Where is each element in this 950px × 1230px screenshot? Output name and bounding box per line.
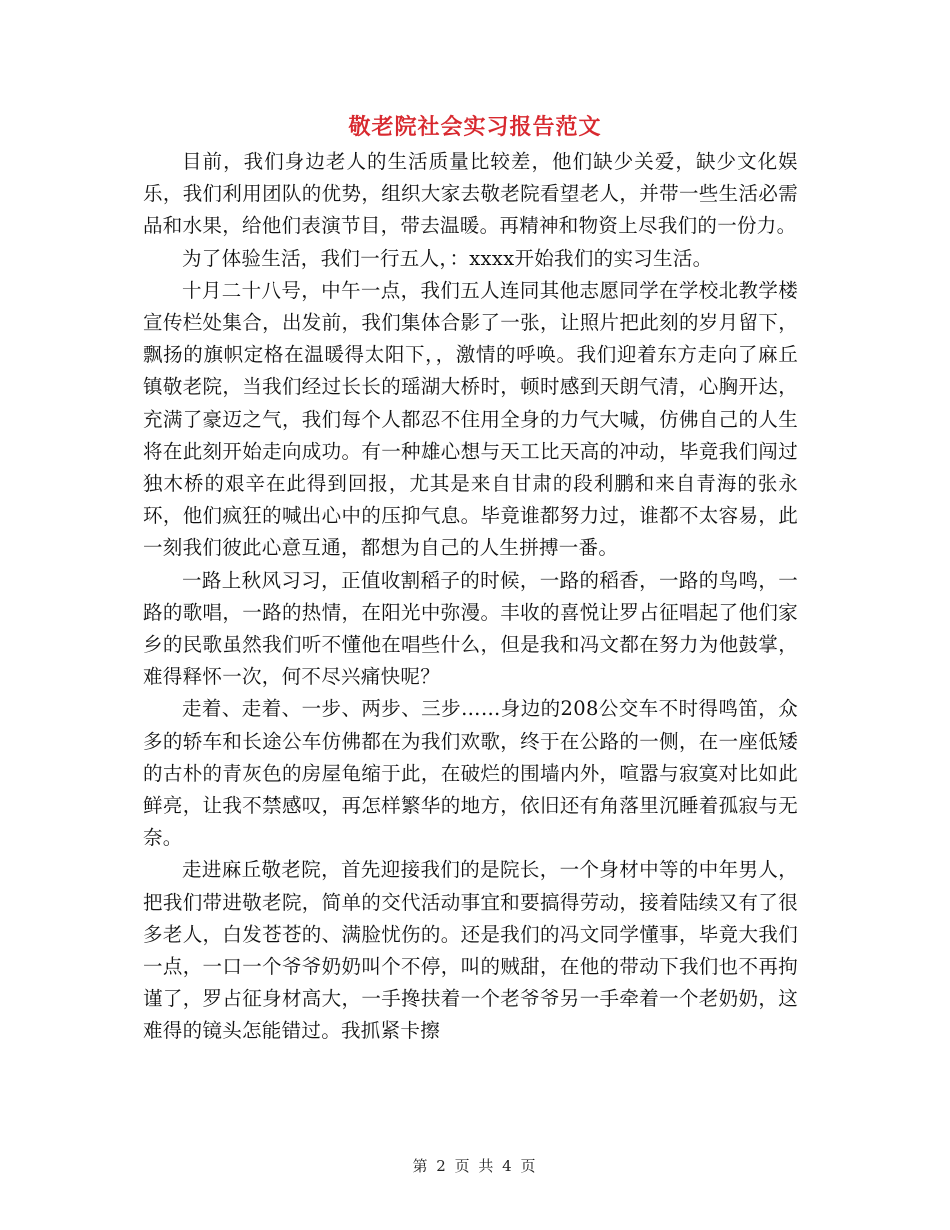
page-footer: 第 2 页 共 4 页 — [412, 1157, 538, 1175]
paragraph: 一路上秋风习习，正值收割稻子的时候，一路的稻香，一路的鸟鸣，一路的歌唱，一路的热情，在阳光中弥漫。丰收的喜悦让罗占征唱起了他们家乡的民歌虽然我们听不懂他在唱些什么，但是我和冯文都在努力为他鼓掌，难得释怀一次，何不尽兴痛快呢？ — [143, 568, 798, 689]
document-title: 敬老院社会实习报告范文 — [348, 115, 602, 140]
document-body — [143, 146, 798, 1048]
paragraph: 目前，我们身边老人的生活质量比较差，他们缺少关爱，缺少文化娱乐，我们利用团队的优势，组织大家去敬老院看望老人，并带一些生活必需品和水果，给他们表演节目，带去温暖。再精神和物资上尽我们的一份力。 — [143, 150, 798, 238]
paragraph: 为了体验生活，我们一行五人，：xxxx开始我们的实习生活。 — [182, 246, 713, 270]
paragraph: 十月二十八号，中午一点，我们五人连同其他志愿同学在学校北教学楼宣传栏处集合，出发前，我们集体合影了一张，让照片把此刻的岁月留下，飘扬的旗帜定格在温暖得太阳下，，激情的呼唤。我们迎着东方走向了麻丘镇敬老院，当我们经过长长的瑶湖大桥时，顿时感到天朗气清，心胸开达，充满了豪迈之气，我们每个人都忍不住用全身的力气大喊，仿佛自己的人生将在此刻开始走向成功。有一种雄心想与天工比天高的冲动，毕竟我们闯过独木桥的艰辛在此得到回报，尤其是来自甘肃的段利鹏和来自青海的张永环，他们疯狂的喊出心中的压抑气息。毕竟谁都努力过，谁都不太容易，此一刻我们彼此心意互通，都想为自己的人生拼搏一番。 — [143, 278, 798, 560]
paragraph: 走着、走着、一步、两步、三步……身边的208公交车不时得鸣笛，众多的轿车和长途公车仿佛都在为我们欢歌，终于在公路的一侧，在一座低矮的古朴的青灰色的房屋龟缩于此，在破烂的围墙内外，喧嚣与寂寞对比如此鲜亮，让我不禁感叹，再怎样繁华的地方，依旧还有角落里沉睡着孤寂与无奈。 — [143, 697, 798, 850]
paragraph: 走进麻丘敬老院，首先迎接我们的是院长，一个身材中等的中年男人，把我们带进敬老院，简单的交代活动事宜和要搞得劳动，接着陆续又有了很多老人，白发苍苍的、满脸忧伤的。还是我们的冯文同学懂事，毕竟大我们一点，一口一个爷爷奶奶叫个不停，叫的贼甜，在他的带动下我们也不再拘谨了，罗占征身材高大，一手搀扶着一个老爷爷另一手牵着一个老奶奶，这难得的镜头怎能错过。我抓紧卡擦 — [143, 858, 798, 1043]
